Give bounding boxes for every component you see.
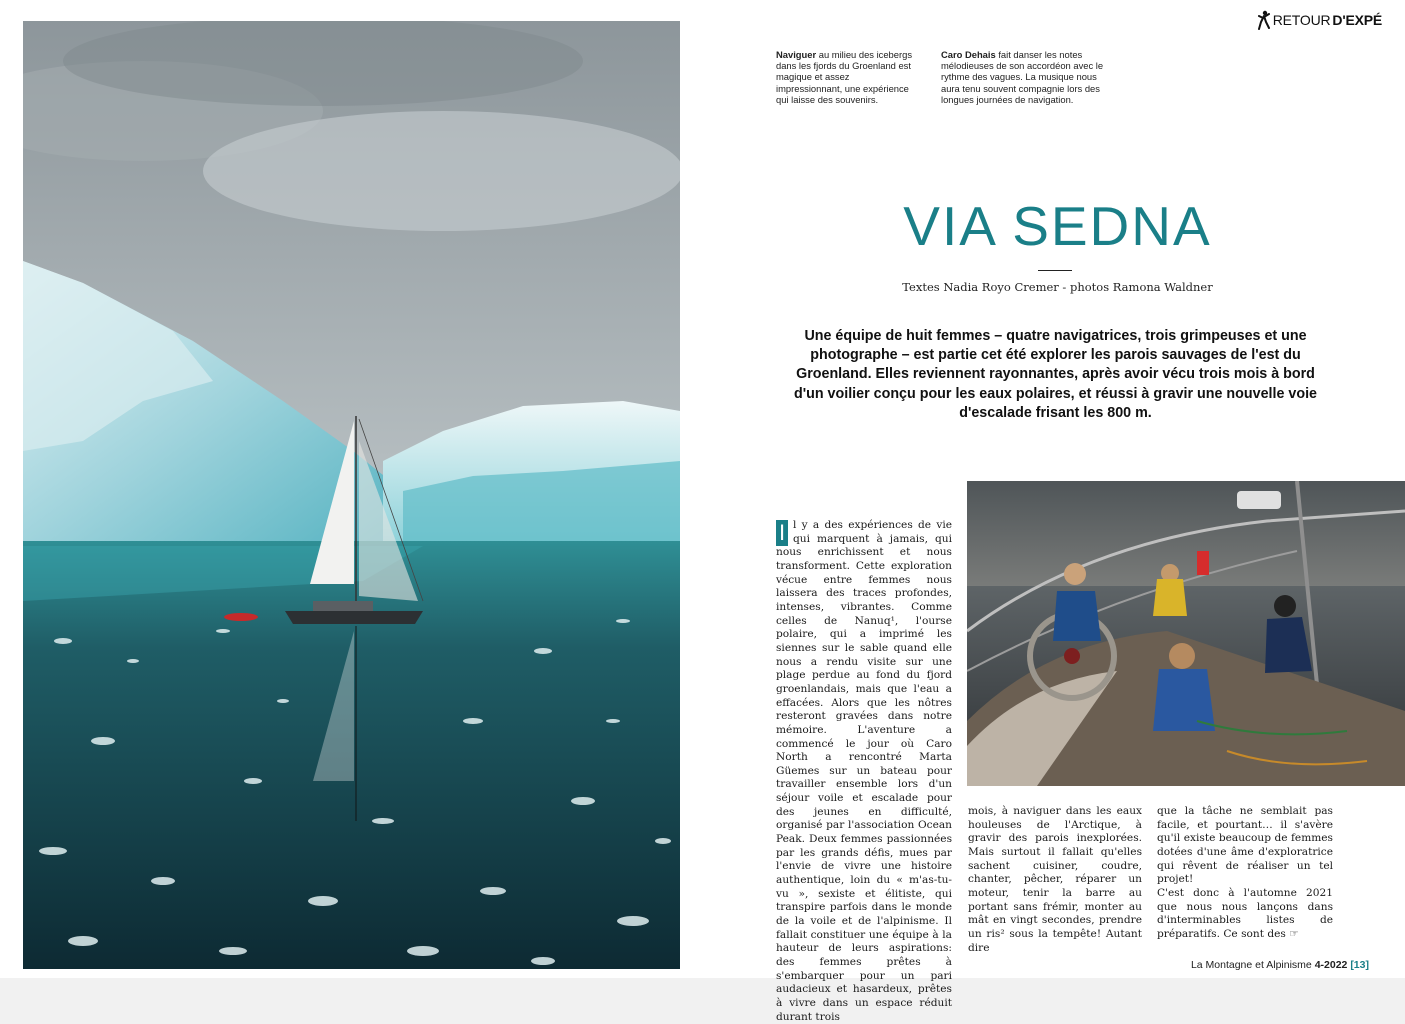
- crew-on-deck-photo: [967, 481, 1405, 786]
- article-title: VIA SEDNA: [903, 195, 1212, 257]
- page-footer: [1191, 959, 1369, 971]
- drop-cap: I: [776, 520, 788, 546]
- article-lede: Une équipe de huit femmes – quatre navigatrices, trois grimpeuses et une photographe – est partie cet été explorer les parois sauvages de l'est du Groenland. Elles reviennent rayonnantes, après avoir vécu trois mois à bord d'un voilier conçu pour les eaux polaires, et réussi à gravir une nouvelle voie d'escalade frisant les 800 m.: [793, 328, 1318, 421]
- iceberg-sailboat-photo: [23, 21, 680, 969]
- body-column-3: [1157, 805, 1333, 942]
- caption-1-text: au milieu des icebergs dans les fjords du Groenland est magique et assez impressionnant, une expérience qui laisse des souvenirs.: [776, 49, 913, 105]
- climber-icon: [1257, 10, 1271, 30]
- caption-1: [776, 49, 916, 105]
- caption-2-text: fait danser les notes mélodieuses de son accordéon avec le rythme des vagues. La musique nous aura tenu souvent compagnie lors des longues journées de navigation.: [941, 49, 1104, 105]
- title-divider: [1038, 270, 1072, 271]
- footer-magazine: La Montagne et Alpinisme: [1190, 959, 1315, 971]
- continue-arrow-icon: ☞: [1289, 927, 1299, 940]
- caption-1-lead: Naviguer: [776, 49, 817, 60]
- body-column-1-text: l y a des expériences de vie qui marquent à jamais, qui nous enrichissent et nous transforment. Cette exploration vécue entre femmes nous laissera des traces profondes, intenses, vibrantes. Comme celles de Nanuq¹, l'ourse polaire, qui a imprimé les siennes sur le sable quand elle nous a rendu visite sur une plage perdue au fond du fjord groenlandais, mais que l'eau a effacées. Alors que les nôtres resteront gravées dans notre mémoire. L'aventure a commencé le jour où Caro North a rencontré Marta Güemes sur un bateau pour travailler ensemble lors d'un séjour voile et escalade pour des jeunes en difficulté, organisé par l'association Ocean Peak. Deux femmes passionnées par les grands défis, mues par l'envie de vivre une histoire authentique, loin du « m'as-tu-vu », sexiste et élitiste, qui transpire parfois dans le monde de la voile et de l'alpinisme. Il fallait constituer une équipe à la hauteur de leurs aspirations: des femmes prêtes à s'embarquer pour un pari audacieux et hasardeux, prêtes à vivre dans un espace réduit durant trois: [776, 519, 952, 1023]
- body-column-1: [776, 519, 952, 1024]
- body-column-3-para-2-text: C'est donc à l'automne 2021 que nous nous lançons dans d'interminables listes de préparatifs. Ce sont des: [1157, 886, 1333, 940]
- body-column-2-text: mois, à naviguer dans les eaux houleuses de l'Arctique, à gravir des parois inexplorées. Mais surtout il fallait qu'elles sachent cuisiner, coudre, chanter, pêcher, réparer un moteur, tenir la barre au portant sans frémir, monter au mât en vingt secondes, prendre un ris² sous la tempête! Autant dire: [968, 805, 1142, 954]
- section-label-light: RETOUR: [1272, 12, 1331, 28]
- caption-2-lead: Caro Dehais: [941, 49, 996, 60]
- article-credits: Textes Nadia Royo Cremer - photos Ramona Waldner: [902, 280, 1213, 294]
- body-column-2: [968, 805, 1142, 955]
- footer-issue: 4-2022: [1314, 959, 1348, 971]
- body-column-3-para-2: [1157, 887, 1333, 942]
- section-label-bold: D'EXPÉ: [1332, 12, 1382, 28]
- section-tag: [1257, 10, 1382, 30]
- footer-page-number: [13]: [1350, 959, 1369, 971]
- body-column-3-para-1: que la tâche ne semblait pas facile, et pourtant… il s'avère qu'il existe beaucoup de femmes dotées d'une âme d'exploratrice qui rêvent de réaliser un tel projet!: [1157, 805, 1333, 886]
- caption-2: [941, 49, 1111, 105]
